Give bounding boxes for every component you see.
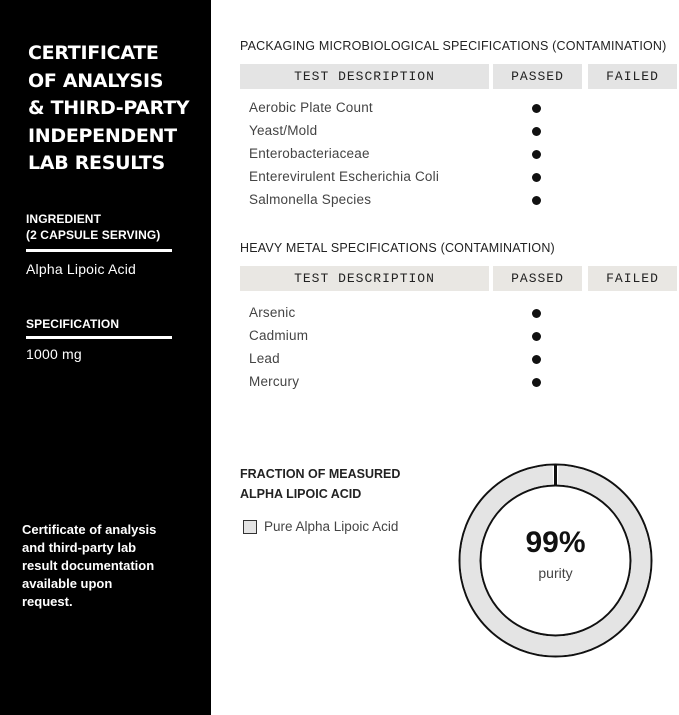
- metals-header-passed: PASSED: [493, 266, 582, 291]
- purity-donut: [448, 453, 663, 668]
- metals-row-label: Mercury: [249, 374, 300, 389]
- documentation-note: Certificate of analysis and third-party lab result documentation available upon request.: [22, 522, 157, 609]
- ingredient-value: Alpha Lipoic Acid: [26, 261, 137, 277]
- purity-label: purity: [538, 565, 573, 581]
- donut-outer-outline: [460, 465, 652, 657]
- certificate-title: CERTIFICATE OF ANALYSIS & THIRD-PARTY INDEPENDENT LAB RESULTS: [28, 42, 190, 174]
- micro-row-label: Yeast/Mold: [249, 123, 318, 138]
- fraction-title: FRACTION OF MEASURED ALPHA LIPOIC ACID: [240, 467, 401, 501]
- metals-row-label: Arsenic: [249, 305, 296, 320]
- metals-row-passed-dot: [532, 355, 541, 364]
- micro-row-label: Enterevirulent Escherichia Coli: [249, 169, 440, 184]
- micro-section-title: PACKAGING MICROBIOLOGICAL SPECIFICATIONS (CONTAMINATION): [240, 39, 667, 53]
- purity-percent: 99%: [525, 526, 586, 559]
- metals-row-label: Lead: [249, 351, 280, 366]
- metals-row-label: Cadmium: [249, 328, 309, 343]
- micro-row-passed-dot: [532, 150, 541, 159]
- donut-ring-fill: [461, 466, 651, 656]
- sidebar: [0, 0, 211, 715]
- metals-row-passed-dot: [532, 309, 541, 318]
- metals-row-passed-dot: [532, 332, 541, 341]
- micro-row-label: Enterobacteriaceae: [249, 146, 370, 161]
- micro-row-passed-dot: [532, 104, 541, 113]
- micro-header-test: TEST DESCRIPTION: [240, 64, 489, 89]
- micro-row-label: Aerobic Plate Count: [249, 100, 373, 115]
- micro-row-passed-dot: [532, 196, 541, 205]
- legend-label: Pure Alpha Lipoic Acid: [264, 519, 399, 534]
- metals-section-title: HEAVY METAL SPECIFICATIONS (CONTAMINATION): [240, 241, 555, 255]
- specification-divider: [26, 336, 172, 339]
- specification-label: SPECIFICATION: [26, 317, 120, 331]
- ingredient-label: INGREDIENT (2 CAPSULE SERVING): [26, 212, 161, 242]
- metals-row-passed-dot: [532, 378, 541, 387]
- micro-header-passed: PASSED: [493, 64, 582, 89]
- micro-row-passed-dot: [532, 127, 541, 136]
- micro-row-label: Salmonella Species: [249, 192, 372, 207]
- metals-header-test: TEST DESCRIPTION: [240, 266, 489, 291]
- micro-header-failed: FAILED: [588, 64, 677, 89]
- micro-row-passed-dot: [532, 173, 541, 182]
- donut-inner-outline: [481, 486, 631, 636]
- specification-value: 1000 mg: [26, 346, 82, 362]
- ingredient-divider: [26, 249, 172, 252]
- metals-header-failed: FAILED: [588, 266, 677, 291]
- legend-swatch: [243, 520, 257, 534]
